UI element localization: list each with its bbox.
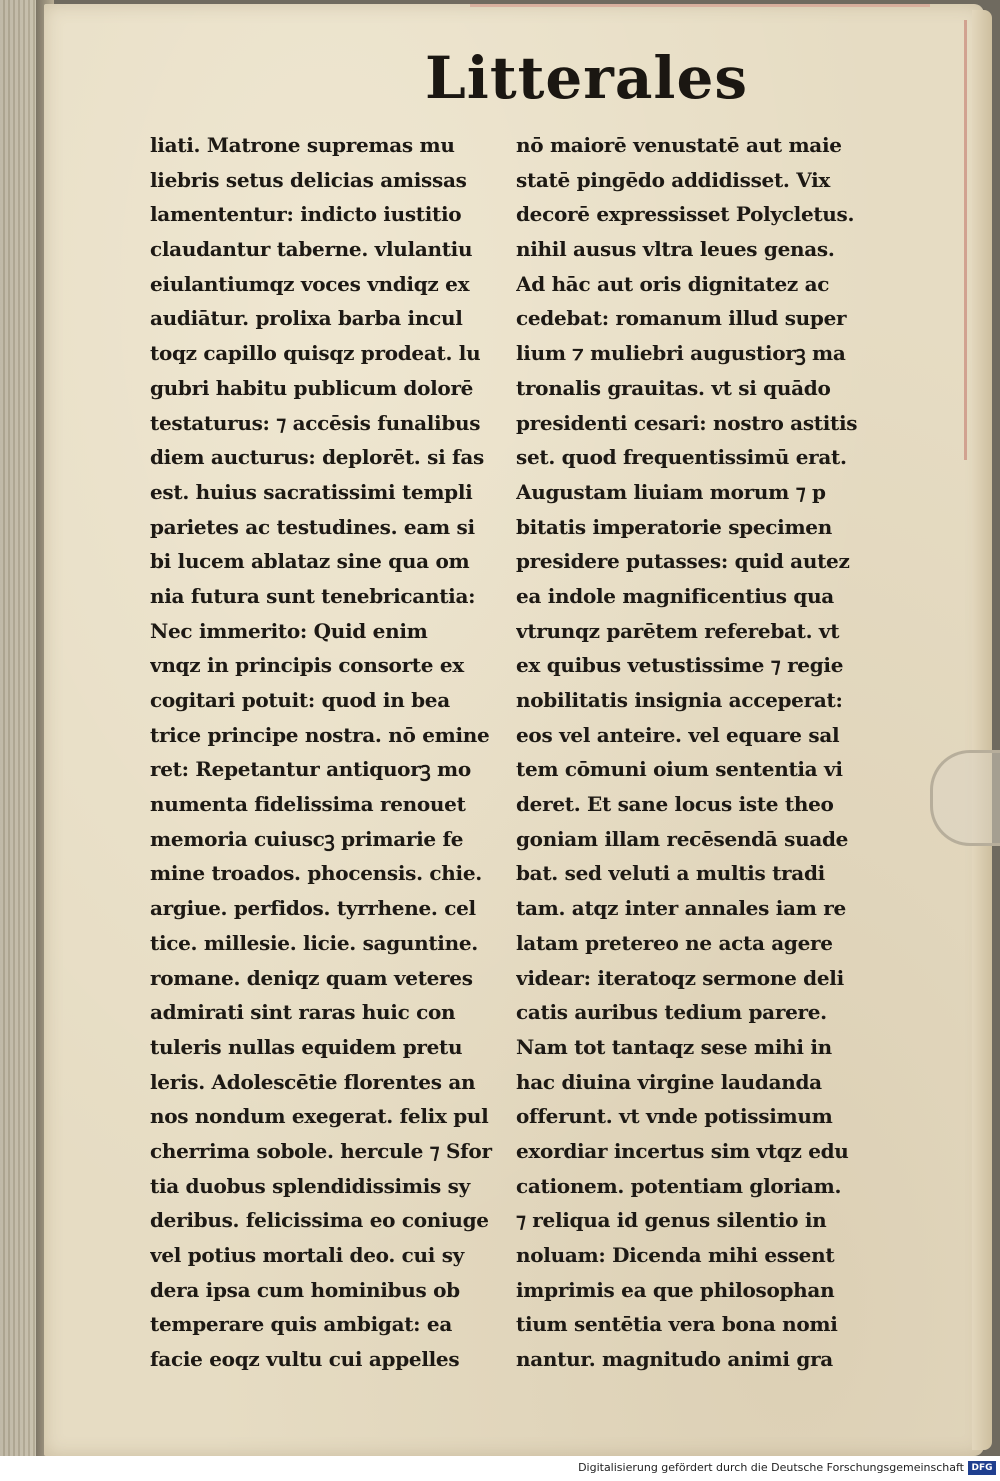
red-page-edge [964,20,967,460]
left-column-line: admirati sint raras huic con [150,1000,456,1025]
left-column-line: Nec immerito: Quid enim [150,618,428,643]
dfg-logo: DFG [968,1461,996,1475]
left-column-line: cogitari potuit: quod in bea [150,688,450,712]
left-column-line: argiue. perfidos. tyrrhene. cel [150,896,476,921]
right-column-line: eos vel anteire. vel equare sal [516,722,840,747]
left-column-line: claudantur taberne. vlulantiu [150,237,473,262]
left-column-line: dera ipsa cum hominibus ob [150,1277,460,1302]
left-column-line: liati. Matrone supremas mu [150,133,455,157]
left-column-line: vnqz in principis consorte ex [150,653,464,678]
left-column-line: parietes ac testudines. eam si [150,514,475,539]
clasp-strap [930,750,1000,846]
page-fore-edge [972,10,992,1450]
right-column-line: tronalis grauitas. vt si quādo [516,375,831,400]
left-column-line: gubri habitu publicum dolorē [150,375,474,400]
left-column-line: leris. Adolescētie florentes an [150,1069,476,1094]
left-column-line: audiātur. prolixa barba incul [150,306,463,331]
right-column-line: nihil ausus vltra leues genas. [516,237,835,262]
right-column-line: bitatis imperatorie specimen [516,514,832,539]
text-column-left [150,128,502,1377]
left-column-line: liebris setus delicias amissas [150,167,467,192]
left-column-line: lamententur: indicto iustitio [150,202,462,227]
right-column-line: catis auribus tedium parere. [516,1000,827,1025]
left-column-line: deribus. felicissima eo coniuge [150,1208,489,1233]
left-column-line: mine troados. phocensis. chie. [150,861,482,886]
left-column-line: nos nondum exegerat. felix pul [150,1104,489,1129]
right-column-line: lium ⁊ muliebri augustiorꝫ ma [516,341,846,366]
right-column-line: cationem. potentiam gloriam. [516,1173,842,1198]
right-column-line: hac diuina virgine laudanda [516,1069,822,1094]
left-column-line: numenta fidelissima renouet [150,792,466,817]
left-column-line: tuleris nullas equidem pretu [150,1034,463,1059]
right-column-line: decorē expressisset Polycletus. [516,202,855,227]
right-column-line: vtrunqz parētem referebat. vt [516,618,840,643]
left-column-line: facie eoqz vultu cui appelles [150,1347,460,1372]
right-column-line: nantur. magnitudo animi gra [516,1347,833,1372]
left-column-line: ret: Repetantur antiquorꝫ mo [150,757,471,782]
left-column-line: eiulantiumqz voces vndiqz ex [150,271,470,296]
right-column-line: Augustam liuiam morum ⁊ p [516,479,826,504]
red-top-edge [470,4,930,7]
right-column-line: offerunt. vt vnde potissimum [516,1104,833,1129]
right-column-line: tam. atqz inter annales iam re [516,896,846,921]
right-column-line: Ad hāc aut oris dignitatez ac [516,271,830,296]
running-heading: Litterales [425,44,749,112]
left-column-line: vel potius mortali deo. cui sy [150,1243,465,1267]
right-column-line: deret. Et sane locus iste theo [516,792,834,817]
right-column-line: nō maiorē venustatē aut maie [516,133,842,157]
left-column-line: est. huius sacratissimi templi [150,479,473,504]
right-column-line: statē pingēdo addidisset. Vix [516,167,831,192]
funding-credit: Digitalisierung gefördert durch die Deutsche Forschungsgemeinschaft [578,1461,964,1474]
right-column-line: tium sentētia vera bona nomi [516,1312,838,1337]
left-column-line: toqz capillo quisqz prodeat. lu [150,341,481,366]
right-column-line: exordiar incertus sim vtqz edu [516,1138,849,1163]
right-column-line: noluam: Dicenda mihi essent [516,1243,835,1267]
left-column-line: testaturus: ⁊ accēsis funalibus [150,410,481,435]
right-column-line: goniam illam recēsendā suade [516,826,849,851]
left-column-line: trice principe nostra. nō emine [150,722,490,747]
right-column-line: Nam tot tantaqz sese mihi in [516,1034,832,1059]
right-column-line: videar: iteratoqz sermone deli [516,965,844,990]
right-column-line: presidere putasses: quid autez [516,549,850,574]
left-column-line: romane. deniqz quam veteres [150,965,473,990]
left-column-line: cherrima sobole. hercule ⁊ Sfor [150,1138,492,1163]
right-column-line: ea indole magnificentius qua [516,583,834,608]
left-column-line: tice. millesie. licie. saguntine. [150,930,478,955]
right-column-line: set. quod frequentissimū erat. [516,445,847,470]
footer-bar [0,1456,1000,1481]
left-column-line: tia duobus splendidissimis sy [150,1173,470,1198]
left-column-line: temperare quis ambigat: ea [150,1312,453,1337]
right-column-line: ex quibus vetustissime ⁊ regie [516,653,844,678]
right-column-line: nobilitatis insignia acceperat: [516,688,843,712]
text-column-right [516,128,866,1377]
right-column-line: cedebat: romanum illud super [516,306,847,331]
right-column-line: ⁊ reliqua id genus silentio in [516,1208,827,1233]
left-column-line: diem aucturus: deplorēt. si fas [150,445,484,470]
right-column-line: presidenti cesari: nostro astitis [516,410,858,435]
left-column-line: bi lucem ablataz sine qua om [150,549,470,574]
left-column-line: nia futura sunt tenebricantia: [150,583,476,608]
right-column-line: imprimis ea que philosophan [516,1277,835,1302]
left-column-line: memoria cuiuscꝫ primarie fe [150,826,464,851]
right-column-line: tem cōmuni oium sententia vi [516,757,843,782]
right-column-line: latam pretereo ne acta agere [516,930,833,955]
right-column-line: bat. sed veluti a multis tradi [516,861,825,886]
